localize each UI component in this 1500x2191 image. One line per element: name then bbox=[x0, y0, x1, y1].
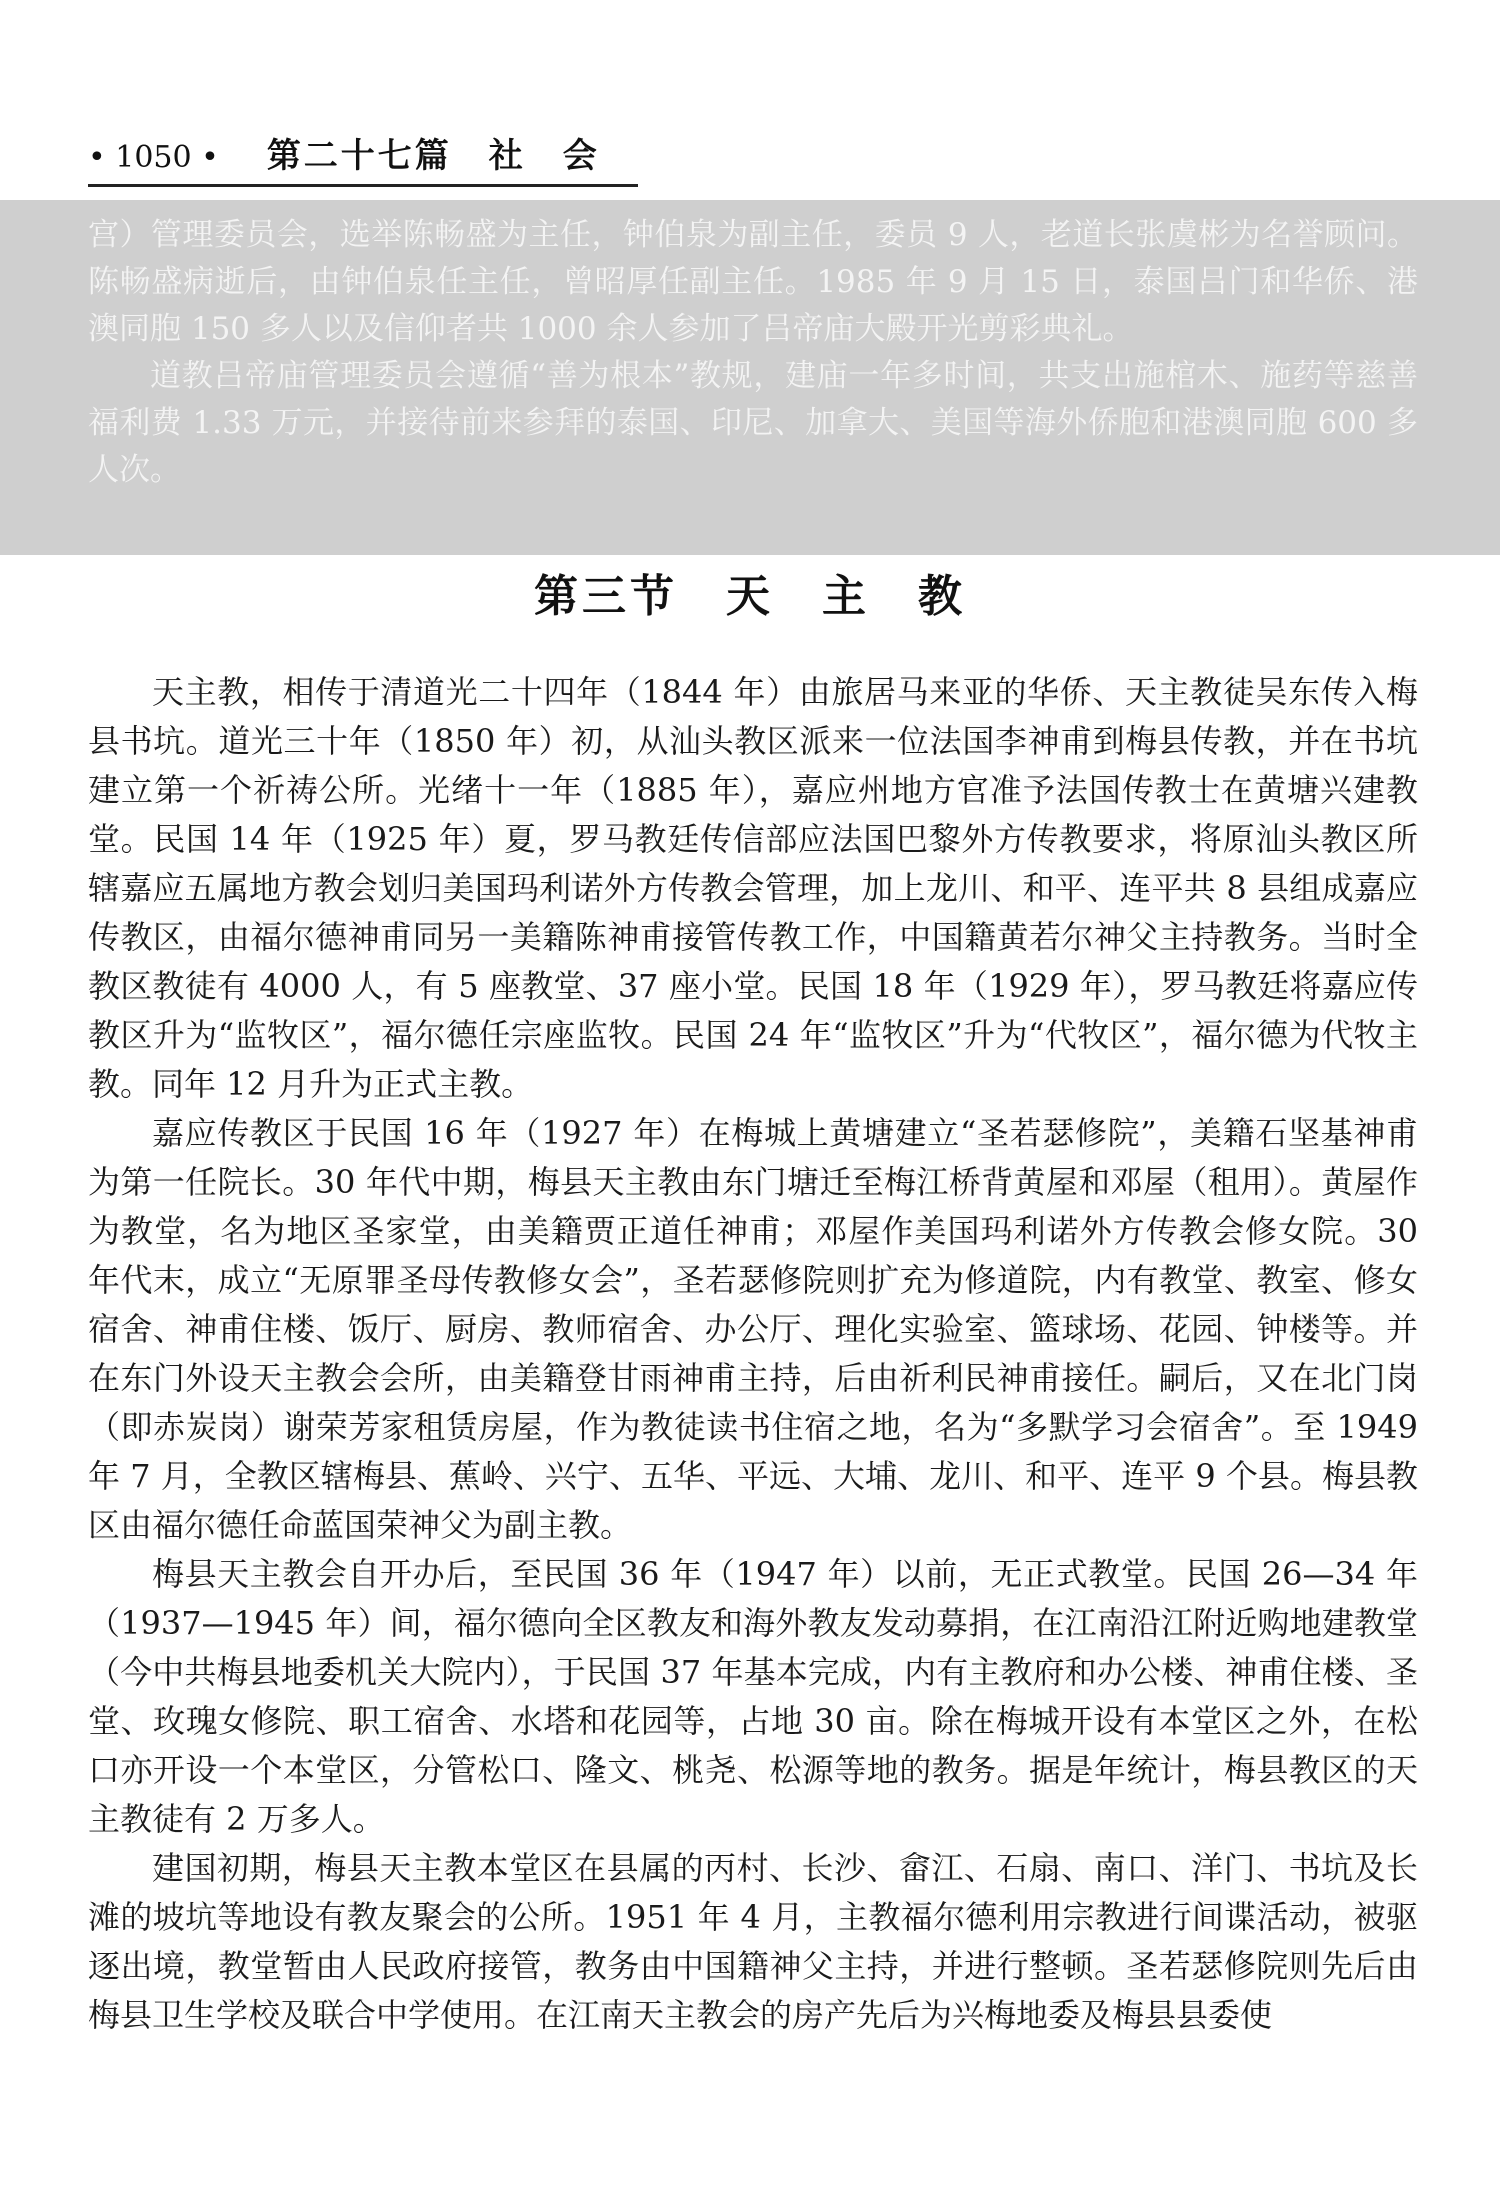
body-paragraph: 建国初期，梅县天主教本堂区在县属的丙村、长沙、畲江、石扇、南口、洋门、书坑及长滩的坡坑等地设有教友聚会的公所。1951 年 4 月，主教福尔德利用宗教进行间谍活动，被驱逐出境，教堂暂由人民政府接管，教务由中国籍神父主持，并进行整顿。圣若瑟修院则先后由梅县卫生学校及联合中学使用。在江南天主教会的房产先后为兴梅地委及梅县县委使 bbox=[88, 1849, 1418, 2034]
body-paragraph: 嘉应传教区于民国 16 年（1927 年）在梅城上黄塘建立“圣若瑟修院”，美籍石坚基神甫为第一任院长。30 年代中期，梅县天主教由东门塘迁至梅江桥背黄屋和邓屋（租用）。黄屋作为教堂，名为地区圣家堂，由美籍贾正道任神甫；邓屋作美国玛利诺外方传教会修女院。30 年代末，成立“无原罪圣母传教修女会”，圣若瑟修院则扩充为修道院，内有教堂、教室、修女宿舍、神甫住楼、饭厅、厨房、教师宿舍、办公厅、理化实验室、篮球场、花园、钟楼等。并在东门外设天主教会会所，由美籍登甘雨神甫主持，后由祈利民神甫接任。嗣后，又在北门岗（即赤炭岗）谢荣芳家租赁房屋，作为教徒读书住宿之地，名为“多默学习会宿舍”。至 1949 年 7 月，全教区辖梅县、蕉岭、兴宁、五华、平远、大埔、龙川、和平、连平 9 个县。梅县教区由福尔德任命蓝国荣神父为副主教。 bbox=[88, 1114, 1418, 1544]
chapter-title: 第二十七篇 社 会 bbox=[266, 136, 600, 176]
header-rule bbox=[88, 184, 638, 187]
section-body bbox=[88, 668, 1418, 2040]
section-heading bbox=[0, 560, 1500, 624]
faded-paragraph: 宫）管理委员会，选举陈畅盛为主任，钟伯泉为副主任，委员 9 人，老道长张虞彬为名誉顾问。陈畅盛病逝后，由钟伯泉任主任，曾昭厚任副主任。1985 年 9 月 15 日，泰国吕门和华侨、港澳同胞 150 多人以及信仰者共 1000 余人参加了吕帝庙大殿开光剪彩典礼。 bbox=[88, 217, 1418, 347]
faded-paragraph: 道教吕帝庙管理委员会遵循“善为根本”教规，建庙一年多时间，共支出施棺木、施药等慈善福利费 1.33 万元，并接待前来参拜的泰国、印尼、加拿大、美国等海外侨胞和港澳同胞 600 多人次。 bbox=[88, 358, 1418, 488]
running-header bbox=[88, 128, 600, 177]
faded-continuation-text bbox=[88, 212, 1418, 494]
section-title: 第三节 天 主 教 bbox=[534, 571, 966, 622]
body-paragraph: 梅县天主教会自开办后，至民国 36 年（1947 年）以前，无正式教堂。民国 26—34 年（1937—1945 年）间，福尔德向全区教友和海外教友发动募捐，在江南沿江附近购地建教堂（今中共梅县地委机关大院内），于民国 37 年基本完成，内有主教府和办公楼、神甫住楼、圣堂、玫瑰女修院、职工宿舍、水塔和花园等，占地 30 亩。除在梅城开设有本堂区之外，在松口亦开设一个本堂区，分管松口、隆文、桃尧、松源等地的教务。据是年统计，梅县教区的天主教徒有 2 万多人。 bbox=[88, 1555, 1418, 1838]
body-paragraph: 天主教，相传于清道光二十四年（1844 年）由旅居马来亚的华侨、天主教徒吴东传入梅县书坑。道光三十年（1850 年）初，从汕头教区派来一位法国李神甫到梅县传教，并在书坑建立第一个祈祷公所。光绪十一年（1885 年），嘉应州地方官准予法国传教士在黄塘兴建教堂。民国 14 年（1925 年）夏，罗马教廷传信部应法国巴黎外方传教要求，将原汕头教区所辖嘉应五属地方教会划归美国玛利诺外方传教会管理，加上龙川、和平、连平共 8 县组成嘉应传教区，由福尔德神甫同另一美籍陈神甫接管传教工作，中国籍黄若尔神父主持教务。当时全教区教徒有 4000 人，有 5 座教堂、37 座小堂。民国 18 年（1929 年），罗马教廷将嘉应传教区升为“监牧区”，福尔德任宗座监牧。民国 24 年“监牧区”升为“代牧区”，福尔德为代牧主教。同年 12 月升为正式主教。 bbox=[88, 673, 1418, 1103]
page-number: • 1050 • bbox=[88, 140, 219, 175]
